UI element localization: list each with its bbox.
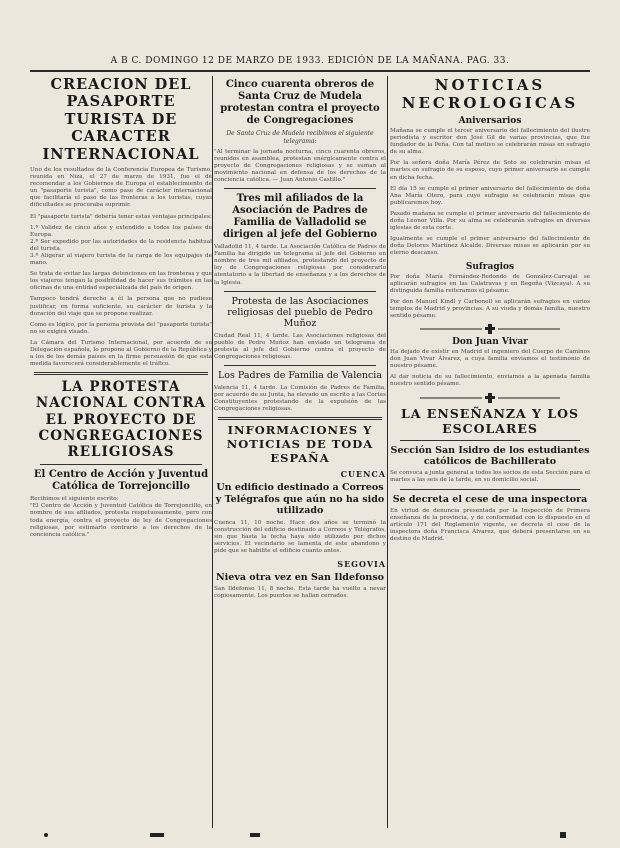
article-paragraph: Por don Manuel Kindl y Carbonell se aplicarán sufragios en varios templos de Madrid y provincias. A su viuda y demás familia, nuestro sentido pésame.: [390, 298, 590, 319]
article-paragraph: Tampoco tendrá derecho a él la persona que no pudiese justificar, en forma suficiente, su carácter de turista y la duración del viaje que se propone realizar.: [30, 296, 212, 317]
article-subhead: De Santa Cruz de Mudela recibimos el siguiente telegrama:: [226, 130, 374, 145]
bottom-margin-marks: [0, 828, 620, 842]
section-title-informaciones: INFORMACIONES Y NOTICIAS DE TODA ESPAÑA: [226, 422, 374, 465]
article-headline-valencia: Los Padres de Familia de Valencia: [217, 370, 382, 382]
mourning-cross-ornament: [420, 393, 560, 403]
mourning-cross-ornament: [420, 324, 560, 334]
article-paragraph: 1.ª Validez de cinco años y extendido a todos los países de Europa. 2.ª Ser expedido por las autoridades de la residencia habitual del turista. 3.ª Aligerar al viajero turista de la carga de los equipajes de mano.: [30, 224, 212, 267]
article-title-pasaporte: CREACION DEL PASAPORTE TURISTA DE CARACTER INTERNACIONAL: [42, 76, 200, 163]
column-rule-2: [387, 76, 388, 828]
article-paragraph: Ciudad Real 11, 4 tarde. Las Asociaciones religiosas del pueblo de Pedro Muñoz han enviado un telegrama de protesta al jefe del Gobierno contra el proyecto de Congregaciones religiosas.: [214, 332, 386, 361]
section-title-necrologicas: NOTICIAS NECROLOGICAS: [401, 76, 579, 112]
article-headline-santa-cruz: Cinco cuarenta obreros de Santa Cruz de Mudela protestan contra el proyecto de Congregaciones: [220, 79, 380, 126]
article-headline-san-isidro: Sección San Isidro de los estudiantes católicos de Bachillerato: [390, 444, 590, 467]
article-paragraph: Pasado mañana se cumple el primer aniversario del fallecimiento de doña Leonor Villa. Por su alma se celebrarán sufragios en diversas iglesias de esta corte.: [390, 210, 590, 232]
column-left: [30, 76, 212, 830]
article-paragraph: Valencia 11, 4 tarde. La Comisión de Padres de Familia, por acuerdo de su Junta, ha elevado un escrito a las Cortes Constituyentes protestando de la expulsión de las Congregaciones religiosas.: [214, 384, 386, 412]
section-title-ensenanza: LA ENSEÑANZA Y LOS ESCOLARES: [400, 405, 580, 436]
article-paragraph: Valladolid 11, 4 tarde. La Asociación Católica de Padres de Familia ha dirigido un telegrama al jefe del Gobierno en nombre de tres mil afiliados, protestando del proyecto de ley de Congregaciones religiosas por considerarlo atentatorio a la libertad de enseñanza y a los derechos de la Iglesia.: [214, 244, 386, 286]
article-paragraph: Por doña María Fernández-Redondo de González-Carvajal se aplicarán sufragios en las Calatravas y en Begoña (Vizcaya). A su distinguida familia reiteramos el pésame.: [390, 273, 590, 294]
header-rule: [30, 70, 590, 72]
dateline-tag-cuenca: CUENCA: [340, 469, 386, 480]
article-paragraph: San Ildefonso 11, 8 noche. Esta tarde ha vuelto a nevar copiosamente. Los puertos se hallan cerrados.: [214, 586, 386, 600]
article-paragraph: Cuenca 11, 10 noche. Hace dos años se terminó la construcción del edificio destinado a Correos y Telégrafos, sin que hasta la fecha haya sido utilizado por dichos servicios. El vecindario se lamenta de este abandono y pide que se habilite el edificio cuanto antes.: [214, 519, 386, 554]
article-paragraph: Al dar noticia de su fallecimiento, enviamos a la apenada familia nuestro sentido pésame.: [390, 374, 590, 388]
article-headline-cese: Se decreta el cese de una inspectora: [392, 493, 588, 505]
article-divider: [224, 188, 376, 189]
column-rule-1: [212, 76, 213, 828]
article-divider: [400, 440, 580, 441]
article-divider: [400, 489, 580, 490]
article-paragraph: El día 15 se cumple el primer aniversario del fallecimiento de doña Ana María Otero, para cuyo sufragio se celebrarán misas que publicaremos hoy.: [390, 185, 590, 206]
article-divider: [40, 464, 202, 465]
article-headline-correos: Un edificio destinado a Correos y Telégrafos que aún no ha sido utilizado: [215, 482, 385, 517]
article-divider: [34, 372, 208, 375]
article-paragraph: Se trata de evitar las largas detenciones en las fronteras y que los viajeros tengan la posibilidad de hacer sus trámites en las oficinas de una entidad especializada del país de origen.: [30, 271, 212, 292]
article-paragraph: Mañana se cumple el tercer aniversario del fallecimiento del ilustre periodista y escritor don José Gil de varias provincias, que fue fundador de la Peña. Con tal motivo se celebrarán misas en sufragio de su alma.: [390, 128, 590, 156]
article-paragraph: Igualmente se cumple el primer aniversario del fallecimiento de doña Dolores Martínez Alcalde. Diversas misas se aplicarán por su eterno descanso.: [390, 236, 590, 257]
article-title-protesta: LA PROTESTA NACIONAL CONTRA EL PROYECTO DE CONGREGACIONES RELIGIOSAS: [35, 379, 207, 461]
article-paragraph: Se convoca a junta general a todos los socios de esta Sección para el martes a las seis de la tarde, en su domicilio social.: [390, 470, 590, 484]
article-headline-nieva: Nieva otra vez en San Ildefonso: [215, 571, 385, 583]
article-divider: [218, 417, 382, 420]
subsection-aniversarios: Aniversarios: [458, 116, 522, 126]
article-headline-pedro-munoz: Protesta de las Asociaciones religiosas del pueblo de Pedro Muñoz: [227, 295, 373, 330]
page-header: A B C. DOMINGO 12 DE MARZO DE 1933. EDICIÓN DE LA MAÑANA. PAG. 33.: [110, 56, 510, 66]
article-headline-valladolid: Tres mil afiliados de la Asociación de Padres de Familia de Valladolid se dirigen al jefe del Gobierno: [222, 193, 378, 241]
article-paragraph: Por la señora doña María Pérez de Soto se celebrarán misas el martes en sufragio de su esposo, cuyo primer aniversario se cumple en dicha fecha.: [390, 160, 590, 181]
article-headline-torrejoncillo: El Centro de Acción y Juventud Católica de Torrejoncillo: [33, 469, 209, 493]
column-right: [390, 76, 590, 830]
column-middle: [214, 76, 386, 830]
article-paragraph: En virtud de denuncia presentada por la Inspección de Primera enseñanza de la provincia, y de conformidad con lo dispuesto en el artículo 171 del Reglamento vigente, se decreta el cese de la inspectora doña Francisca Álvarez, que deberá presentarse en su destino de Madrid.: [390, 507, 590, 543]
article-paragraph: El "pasaporte turista" debería tener estas ventajas principales:: [30, 213, 212, 220]
article-divider: [224, 365, 376, 366]
dateline-tag-segovia: SEGOVIA: [337, 558, 386, 569]
article-divider: [224, 291, 376, 292]
article-paragraph: "Al terminar la jornada nocturna, cinco cuarenta obreros, reunidos en asamblea, protestan enérgicamente contra el proyecto de Congregaciones religiosas y se suman al movimiento nacional en defensa de los derechos de la conciencia católica. — Juan Antonio Castillo.": [214, 148, 386, 183]
article-paragraph: La Cámara del Turismo Internacional, por acuerdo de su Delegación española, lo propone al Gobierno de la República y a los de los demás países en la firme persuasión de que esta medida favorecerá considerablemente el tráfico.: [30, 339, 212, 368]
article-paragraph: Como es lógico, por la persona provista del "pasaporte turista" no se exigirá visado.: [30, 321, 212, 335]
subsection-juan-vivar: Don Juan Vivar: [452, 337, 528, 348]
article-paragraph: Recibimos el siguiente escrito: "El Centro de Acción y Juventud Católica de Torrejoncillo, en nombre de sus afiliados, protesta respetuosamente, pero con toda energía, contra el proyecto de ley de Congregaciones religiosas, por estimarlo contrario a los derechos de la conciencia católica.": [30, 496, 212, 538]
article-paragraph: Ha dejado de existir en Madrid el ingeniero del Cuerpo de Caminos don Juan Vivar Álvarez, a cuya familia enviamos el testimonio de nuestro pésame.: [390, 349, 590, 370]
subsection-sufragios: Sufragios: [465, 261, 515, 272]
article-paragraph: Uno de los resultados de la Conferencia Europea de Turismo, reunida en Niza, el 27 de marzo de 1931, fue el de recomendar a los Gobiernos de Europa el establecimiento de un "pasaporte turista", como pase de carácter internacional que facilitaría el paso de las fronteras a los turistas, cuyas dificultades se procuraba suprimir.: [30, 166, 212, 209]
